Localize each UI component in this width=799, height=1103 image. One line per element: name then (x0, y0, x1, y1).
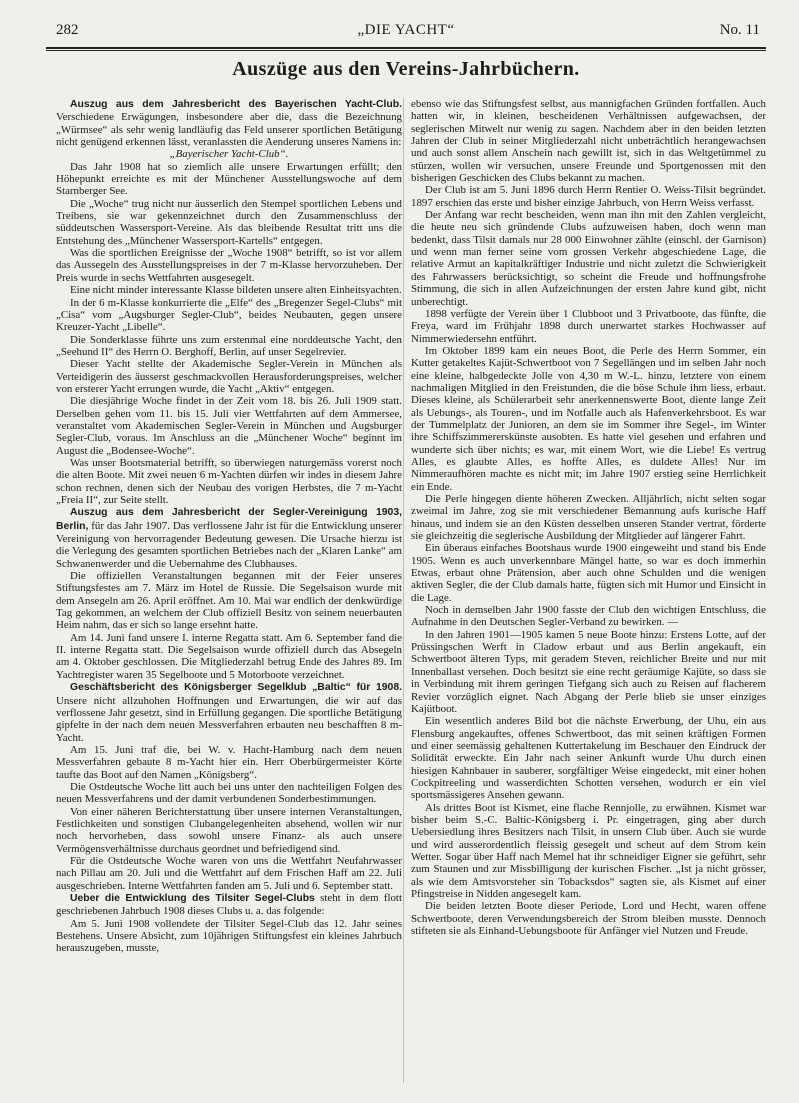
paragraph-text: Ein überaus einfaches Bootshaus wurde 1900 eingeweiht und stand bis Ende 1905. Wenn es auch unverkennbare Mängel hatte, so war es doch immerhin Etwas, erbaut ohne Prätension, aber auch ohne Schulden und die wenigen aktiven Segler, die der Club damals hatte, fügten sich mit Humor und Einsicht in die Lage. (411, 542, 766, 604)
magazine-page (46, 18, 766, 1090)
paragraph (411, 308, 766, 345)
paragraph-text: In den Jahren 1901—1905 kamen 5 neue Boote hinzu: Erstens Lotte, auf der Prüssingschen Werft in Cladow erbaut und aus Berlin angekauft, ein Schwertboot älteren Typs, mit geradem Steven, reichlicher Breite und nur mit Innenballast versehen. Doch besitzt sie eine recht geräumige Kajüte, so dass sie in Verbindung mit ihrem geringen Tiefgang sich auch zu Reisen auf flacherem Revier vorzüglich eignet. Nach Abgang der Perle blieb sie unser einziges Kajütboot. (411, 628, 766, 715)
section-paragraph (56, 506, 402, 570)
header-rule (46, 47, 766, 49)
paragraph-text: Am 5. Juni 1908 vollendete der Tilsiter Segel-Club das 12. Jahr seines Bestehens. Unsere Absicht, zum 10jährigen Stiftungsfest ein kleines Jahrbuch herauszugeben, musste, (56, 917, 402, 955)
paragraph-text: Am 14. Juni fand unsere I. interne Regatta statt. Am 6. September fand die II. interne Regatta statt. Die Segelsaison wurde offiziell durch das Absegeln am 4. Oktober geschlossen. Die Mitgliederzahl betrug Ende des Jahres 89. Im Yachtregister waren 35 Segelboote und 5 Motorboote verzeichnet. (56, 631, 402, 681)
paragraph-text: Was unser Bootsmaterial betrifft, so überwiegen naturgemäss vorerst noch die alten Boote. Mit zwei neuen 6 m-Yachten dürfen wir indes in diesem Jahre schon rechnen, denen sich der Neubau des vorigen Herbstes, die 7 m-Yacht „Freia II“, zur Seite stellt. (56, 456, 402, 506)
paragraph (411, 345, 766, 493)
section-heading: Auszug aus dem Jahresbericht des Bayerischen Yacht-Club. (70, 99, 402, 110)
paragraph (56, 806, 402, 855)
paragraph-text: Im Oktober 1899 kam ein neues Boot, die Perle des Herrn Sommer, ein Kutter getakeltes Kajüt-Schwertboot von 7 Segellängen und im selben Jahr noch eine kleine, halbgedeckte Jolle von 4,30 m W.-L. hinzu, letztere von einem nachmaligen Mitglied in den Freistunden, die die böse Schule ihm liess, erbaut. Dieses kleine, als Schülerarbeit sehr anerkennenswerte Boot, diente lange Zeit als Uebungs-, als Touren-, und im Notfalle auch als Hafenverkehrsboot. Es war der Tummelplatz der Junioren, an dem sie im Sommer ihre Segel-, im Winter ihre Schiffszimmererskünste ausobten. Es hatte viel gesehen und erfahren und wunderte sich über nichts; es war, mit einem Wort, wie die Liebe! Es vertrug Alles, es glaubte Alles, es hoffte Alles, es duldete Alles! Nur im Nimmeraufhören machte es nicht mit; im Jahre 1907 erstieg seine Herrlichkeit ein Ende. (411, 344, 766, 493)
paragraph-text: Eine nicht minder interessante Klasse bildeten unsere alten Einheitsyachten. (70, 284, 402, 297)
paragraph-text: Für die Ostdeutsche Woche waren von uns die Wettfahrt Neufahrwasser nach Pillau am 20. Juli und die Wettfahrt auf dem Frischen Haff am 22. Juli ausgeschrieben. Interne Wettfahrten fanden am 5. Juli und 6. September statt. (56, 854, 402, 892)
section-paragraph (56, 681, 402, 744)
paragraph-text: ebenso wie das Stiftungsfest selbst, aus mannigfachen Gründen fortfallen. Auch hatten wir, in kleinen, bescheidenen Verhältnissen aufgewachsen, der seglerischen Mitwelt nur wenig zu sagen. Nachdem aber in den beiden letzten Jahren der Club in seiner Mitgliederzahl nicht unbeträchtlich herangewachsen und auch sonst allem Anschein nach gewillt ist, sich in das Weltgetümmel zu stürzen, wollen wir versuchen, unsere Freunde und Sportgenossen mit den bisherigen Geschicken des Clubs bekannt zu machen. (411, 98, 766, 185)
section-heading: Geschäftsbericht des Königsberger Segelklub „Baltic“ für 1908. (70, 682, 402, 694)
page-number: 282 (56, 22, 79, 38)
header-rule-thin (46, 50, 766, 51)
paragraph (56, 632, 402, 681)
paragraph (56, 334, 402, 359)
paragraph (411, 98, 766, 184)
paragraph (411, 542, 766, 604)
running-header (46, 18, 766, 44)
paragraph-text: Am 15. Juni traf die, bei W. v. Hacht-Hamburg nach dem neuen Messverfahren gebaute 8 m-Yacht hier ein. Herr Oberbürgermeister Körte taufte das Boot auf den Namen „Königsberg“. (56, 743, 402, 781)
issue-number: No. 11 (719, 22, 760, 38)
paragraph (56, 284, 402, 296)
paragraph (56, 198, 402, 247)
column-divider (403, 98, 404, 1083)
paragraph-text: 1898 verfügte der Verein über 1 Clubboot und 3 Privatboote, das fünfte, die Freya, ward im Frühjahr 1898 durch unerwartet starkes Hochwasser auf Nimmerwiedersehn entführt. (411, 307, 766, 345)
running-title: „DIE YACHT“ (357, 22, 455, 38)
paragraph (56, 358, 402, 395)
paragraph (56, 781, 402, 806)
paragraph (411, 715, 766, 801)
paragraph-text: Die diesjährige Woche findet in der Zeit vom 18. bis 26. Juli 1909 statt. Derselben gehen vom 11. bis 15. Juli vier Wettfahrten auf dem Ammersee, veranstaltet vom Akademischen Segler-Verein in München und Augsburger Segler-Club, voraus. Im Anschluss an die „Münchener Woche“ beginnt im August die „Bodensee-Woche“. (56, 395, 402, 457)
article-title: Auszüge aus den Vereins-Jahrbüchern. (232, 58, 580, 80)
paragraph-text: Noch in demselben Jahr 1900 fasste der Club den wichtigen Entschluss, die Aufnahme in den Deutschen Segler-Verband zu bewirken. — (411, 604, 766, 629)
paragraph-text: In der 6 m-Klasse konkurrierte die „Elfe“ des „Bregenzer Segel-Clubs“ mit „Cisa“ vom „Augsburger Segler-Club“, beides Neubauten, gegen unsere Kreuzer-Yacht „Libelle“. (56, 296, 402, 334)
paragraph (411, 209, 766, 308)
paragraph-text: Die Perle hingegen diente höheren Zwecken. Alljährlich, nicht selten sogar zweimal im Jahre, zog sie mit verschiedener Bemannung aufs kurische Haff hinaus, und indem sie an den Küsten desselben unseren Stander vertrat, förderte sie gleichzeitig die seglerische Ausbildung der Mitglieder auf längerer Fahrt. (411, 493, 766, 543)
paragraph (411, 900, 766, 937)
paragraph-text: Die Ostdeutsche Woche litt auch bei uns unter den nachteiligen Folgen des neuen Messverfahrens und der damit verbundenen Sonderbestimmungen. (56, 780, 402, 806)
paragraph (56, 297, 402, 334)
paragraph-text: Was die sportlichen Ereignisse der „Woche 1908“ betrifft, so ist vor allem das Aussegeln des Ausstellungspreises in der 7 m-Klasse hervorzuheben. Der Preis wurde in sechs Wettfahrten ausgesegelt. (56, 247, 402, 284)
paragraph (56, 457, 402, 506)
paragraph-text: Der Anfang war recht bescheiden, wenn man ihn mit den Zahlen vergleicht, die heute neu sich gründende Clubs aufzuweisen haben, doch wenn man bedenkt, dass Tilsit damals nur 28 000 Einwohner zählte (einschl. der Garnison) und wenn man ferner seine vom grossen Verkehr abgeschiedene Lage, die relative Armut an kapitalkräftiger Industrie und nicht zuletzt die Schwierigkeit des Fahrwassers berücksichtigt, so scheint die Freude und hoffnungsfrohe Stimmung, die sich in allen Aufzeichnungen der ersten Jahre kund gibt, nicht unberechtigt. (411, 209, 766, 308)
paragraph (411, 604, 766, 629)
paragraph (56, 570, 402, 632)
paragraph: „Bayerischer Yacht-Club“. (169, 148, 289, 161)
paragraph-text: Ein wesentlich anderes Bild bot die nächste Erwerbung, der Uhu, ein aus Flensburg angekauftes, offenes Schwertboot, das mit seinen kräftigen Formen und einer seemässig gehaltenen Kuttertakelung im Beschauer den Eindruck der Solidität erweckte. Ein Jahr nach seiner Ankunft wurde Uhu durch einen hiesigen Kahnbauer in sauberer, sorgfältiger Weise eingedeckt, mit einer hohen Cockpitreeling und wasserdichten Schotten versehen, wodurch er ein viel sportsmässigeres Ansehen gewann. (411, 715, 766, 802)
paragraph-text: Als drittes Boot ist Kismet, eine flache Rennjolle, zu erwähnen. Kismet war bisher beim S.-C. Baltic-Königsberg i. Pr. eingetragen, ging aber durch Uebersiedlung ihres Besitzers nach Tilsit, in unsern Club über. Auch sie wurde und wird ausserordentlich fleissig gesegelt und scheut auf dem Strom kein Wetter. Sogar über Haff nach Memel hat ihr schneidiger Eigner sie geführt, sehr zum Staunen und zur Missbilligung der kurischen Fischer. „Ist ja nicht grösser, als wie dem Amtsvorsteher sin Tobacksdos“ sagten sie, als Kismet auf einer Pfingstreise in Nidden angesegelt kam. (411, 801, 766, 900)
paragraph (56, 855, 402, 892)
paragraph-text: Die Sonderklasse führte uns zum erstenmal eine norddeutsche Yacht, den „Seehund II“ des Herrn O. Berghoff, Berlin, auf unser Segelrevier. (56, 333, 402, 358)
paragraph (411, 184, 766, 209)
paragraph (56, 247, 402, 284)
paragraph (411, 629, 766, 715)
paragraph (56, 161, 402, 198)
paragraph-text: Unsere nicht allzuhohen Hoffnungen und Erwartungen, die wir auf das verflossene Jahr gesetzt, sind in Erfüllung gegangen. Die sportliche Betätigung gipfelte in der nach dem neuen Messverfahren erbauten neu beschafften 8 m-Yacht. (56, 694, 402, 744)
paragraph (411, 493, 766, 542)
paragraph-text: steht in dem flott geschriebenen Jahrbuch 1908 dieses Clubs u. a. das folgende: (56, 892, 402, 918)
paragraph (56, 395, 402, 457)
section-paragraph (56, 98, 402, 148)
paragraph-text: Die beiden letzten Boote dieser Periode, Lord und Hecht, waren offene Schwertboote, deren Verwendungsbereich der Strom bleiben musste. Dennoch stifteten sie als Einhand-Uebungsboote für Anfänger viel Nutzen und Freude. (411, 900, 766, 938)
section-heading: Ueber die Entwicklung des Tilsiter Segel-Clubs (70, 893, 315, 904)
paragraph-text: Verschiedene Erwägungen, insbesondere aber die, dass die Bezeichnung „Würmsee“ als sehr wenig landläufig das Feld unserer sportlichen Betätigung nicht genügend erkennen lässt, veranlassten die Aenderung unseres Namens in: (56, 111, 402, 149)
paragraph-text: Von einer näheren Berichterstattung über unsere internen Veranstaltungen, Festlichkeiten und sonstigen Clubangelegenheiten absehend, wollen wir nur noch hervorheben, dass sowohl unsere Finanz- als auch unsere Vermögensverhältnisse durchaus geordnet und befriedigend sind. (56, 805, 402, 855)
section-heading: Auszug aus dem Jahresbericht der Segler-Vereinigung 1903, Berlin, (56, 507, 402, 532)
paragraph-text: für das Jahr 1907. Das verflossene Jahr ist für die Entwicklung unserer Vereinigung von hervorragender Bedeutung gewesen. Die Ursache hierzu ist die Verlegung des gesamten sportlichen Betriebes nach der „Klaren Lanke“ am Schwanenwerder und die Uebernahme des Clubhauses. (56, 519, 402, 570)
paragraph-text: Dieser Yacht stellte der Akademische Segler-Verein in München als Verteidigerin des äusserst geschmackvollen Herausforderungspreises, welcher von ersterer Yacht errungen wurde, die Yacht „Aktiv“ entgegen. (56, 358, 402, 395)
right-column (411, 98, 766, 937)
section-paragraph (56, 892, 402, 918)
paragraph-text: Die „Woche“ trug nicht nur äusserlich den Stempel sportlichen Lebens und Treibens, sie war gekennzeichnet durch den Zusammenschluss der süddeutschen Wassersport-Vereine. Als das bleibende Resultat tritt uns die Entstehung des „Münchener Wassersport-Kartells“ entgegen. (56, 197, 402, 247)
paragraph-text: Die offiziellen Veranstaltungen begannen mit der Feier unseres Stiftungsfestes am 7. März im Hotel de Russie. Die Segelsaison wurde mit dem Ansegeln am 26. April eröffnet. Am 10. Mai war endlich der denkwürdige Tag gekommen, an welchem der Club offiziell Besitz von seinem neuerbauten Heim nahm, das er sich so lange ersehnt hatte. (56, 570, 402, 632)
paragraph (56, 744, 402, 781)
paragraph (56, 918, 402, 955)
paragraph-text: Das Jahr 1908 hat so ziemlich alle unsere Erwartungen erfüllt; den Höhepunkt erreichte es mit der Münchener Ausstellungswoche auf dem Starnberger See. (56, 160, 402, 198)
paragraph (411, 802, 766, 901)
paragraph-text: Der Club ist am 5. Juni 1896 durch Herrn Rentier O. Weiss-Tilsit begründet. 1897 erschien das erste und bisher einzige Jahrbuch, von Herrn Weiss verfasst. (411, 184, 766, 209)
left-column (56, 98, 402, 955)
